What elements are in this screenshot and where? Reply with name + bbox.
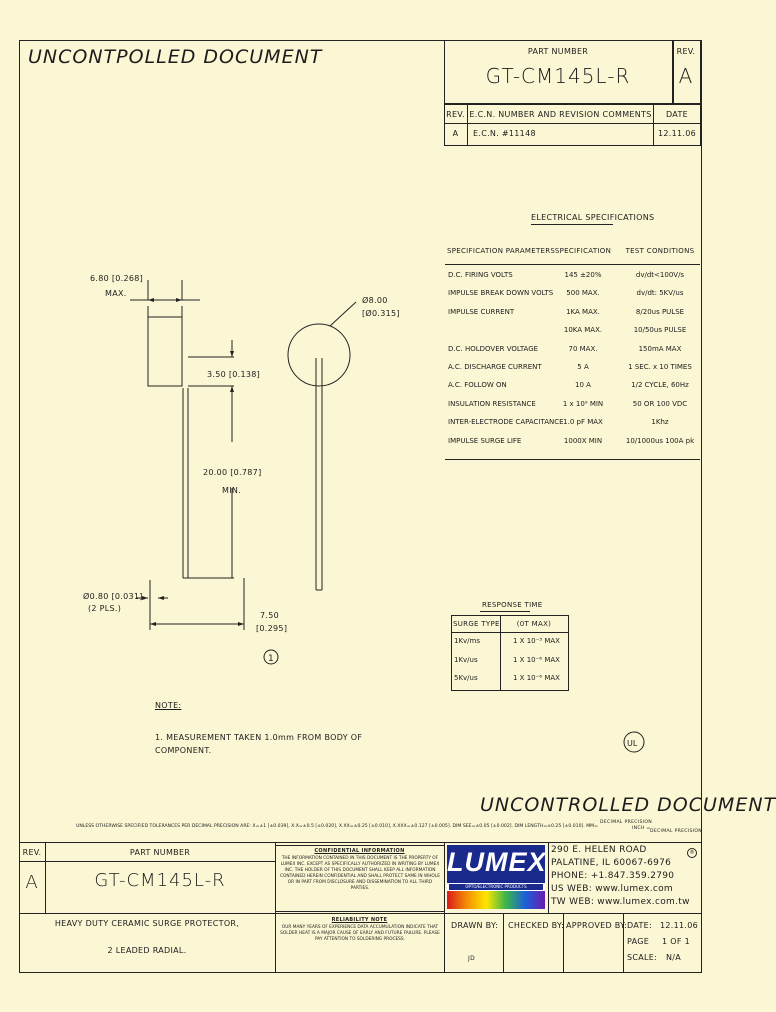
address-line-2: PALATINE, IL 60067-6976	[551, 858, 672, 868]
dim-body-thickness: 3.50 [0.138]	[207, 370, 261, 379]
spec-condition: 1Khz	[651, 418, 669, 427]
spec-header-spec: SPECIFICATION	[554, 247, 612, 255]
spec-value: 70 MAX.	[568, 344, 598, 353]
response-header-type: SURGE TYPE	[453, 620, 500, 628]
confidential-bottom	[275, 911, 444, 912]
spec-condition: 10/50us PULSE	[633, 326, 687, 335]
description-line-1: HEAVY DUTY CERAMIC SURGE PROTECTOR,	[54, 919, 240, 928]
date-value: 12.11.06	[660, 921, 699, 930]
dim-diameter: Ø8.00	[362, 296, 388, 305]
lumex-logo-spectrum	[447, 891, 545, 909]
rev-label: REV.	[676, 47, 696, 56]
confidential-text: THE INFORMATION CONTAINED IN THIS DOCUMENT IS THE PROPERTY OF LUMEX INC. EXCEPT AS SPECIFICALLY AUTHORIZED IN WRITING BY LUMEX INC. THE HOLDER OF THIS DOCUMENT SHALL KEEP ALL INFORMATION CONTAINED HEREIN CONFIDENTIAL AND SHALL PROTECT SAME IN WHOLE OR IN PART FROM DISCLOSURE AND DISSEMINATION TO ALL THIRD PARTIES.	[280, 856, 440, 891]
response-time-title: RESPONSE TIME	[482, 601, 543, 609]
signature-row-top	[275, 913, 701, 914]
spec-header-test: TEST CONDITIONS	[625, 247, 695, 255]
revision-col-rev: REV.	[446, 110, 465, 119]
spec-value: 10 A	[575, 381, 591, 390]
revision-row-date: 12.11.06	[657, 129, 697, 138]
spec-value: 1 x 10⁹ MIN	[562, 399, 604, 408]
electrical-spec-title: ELECTRICAL SPECIFICATIONS	[531, 213, 655, 222]
registered-icon: ®	[687, 848, 697, 858]
title-rev-label: REV.	[22, 848, 42, 857]
drawn-by-label: DRAWN BY:	[451, 921, 499, 930]
title-pn-divider	[45, 861, 275, 862]
spec-param: IMPULSE SURGE LIFE	[448, 436, 522, 445]
rev-value: A	[678, 64, 694, 88]
spec-condition: dv/dt: 5KV/us	[636, 289, 684, 298]
uncontrolled-document-heading: UNCONTPOLLED DOCUMENT	[28, 46, 323, 68]
spec-condition: 8/20us PULSE	[635, 307, 685, 316]
title-block-divider-3	[548, 842, 549, 914]
dim-pitch-inch: [0.295]	[256, 624, 288, 633]
drawn-by-value: JD	[468, 955, 475, 962]
tolerance-precision-2: DECIMAL PRECISION	[650, 829, 702, 834]
reliability-text: OUR MANY YEARS OF EXPERIENCE DATA ACCUMULATION INDICATE THAT SOLDER HEAT IS A MAJOR CAUSE OF EARLY AND FUTURE FAILURE. PLEASE PAY ATTENTION TO SOLDERING PROCESS.	[280, 925, 440, 942]
spec-value: 1.0 pF MAX	[563, 418, 603, 427]
response-surge-type: 1Kv/ms	[454, 637, 481, 645]
title-block-top	[19, 842, 701, 843]
dim-lead-diameter: Ø0.80 [0.031]	[83, 592, 143, 601]
spec-param: INTER-ELECTRODE CAPACITANCE	[448, 418, 564, 427]
spec-value: 1000X MIN	[563, 436, 603, 445]
dim-diameter-inch: [Ø0.315]	[362, 309, 400, 318]
part-number-label: PART NUMBER	[527, 47, 589, 56]
spec-value: 500 MAX.	[566, 289, 600, 298]
revision-col-date: DATE	[665, 110, 688, 119]
tolerance-inch: INCH =	[632, 826, 651, 831]
title-block-mid	[19, 913, 275, 914]
component-disc-front	[288, 324, 350, 386]
callout-number: 1	[268, 654, 274, 664]
title-rev-value: A	[25, 872, 39, 893]
reliability-title: RELIABILITY NOTE	[331, 917, 388, 923]
title-part-number: GT-CM145L-R	[94, 870, 226, 891]
uncontrolled-document-footer: UNCONTROLLED DOCUMENT	[480, 794, 776, 816]
dim-lead-diameter-note: (2 PLS.)	[88, 604, 122, 613]
spec-param: A.C. FOLLOW ON	[448, 381, 507, 390]
spec-value: 1KA MAX.	[566, 307, 600, 316]
confidential-top	[275, 845, 444, 846]
spec-value: 10KA MAX.	[563, 326, 603, 335]
page-value: 1 OF 1	[662, 937, 690, 946]
revision-col-ecn: E.C.N. NUMBER AND REVISION COMMENTS	[469, 110, 652, 119]
address-line-1: 290 E. HELEN ROAD	[551, 845, 647, 855]
response-time-value: 1 X 10⁻⁶ MAX	[513, 674, 560, 682]
spec-condition: dv/dt<100V/s	[635, 271, 685, 279]
note-line-1: 1. MEASUREMENT TAKEN 1.0mm FROM BODY OF	[155, 733, 363, 742]
lumex-logo	[447, 845, 545, 909]
tolerance-precision-1: DECIMAL PRECISION	[600, 820, 652, 825]
dim-lead-length: 20.00 [0.787]	[203, 468, 262, 477]
spec-param: A.C. DISCHARGE CURRENT	[448, 363, 542, 371]
revision-row-rev: A	[452, 129, 459, 138]
spec-param: INSULATION RESISTANCE	[448, 399, 536, 408]
dim-width: 6.80 [0.268]	[90, 274, 144, 283]
response-surge-type: 1Kv/us	[454, 655, 478, 664]
date-label: DATE:	[627, 921, 653, 930]
spec-condition: 150mA MAX	[638, 344, 682, 353]
scale-label: SCALE:	[627, 953, 658, 962]
description-line-2: 2 LEADED RADIAL.	[107, 946, 187, 955]
spec-param: D.C. FIRING VOLTS	[448, 271, 513, 279]
scale-value: N/A	[666, 953, 682, 962]
spec-condition: 50 OR 100 VDC	[632, 399, 688, 408]
dim-width-note: MAX.	[105, 289, 127, 298]
page-label: PAGE	[627, 937, 650, 946]
dim-pitch: 7.50	[260, 611, 280, 620]
lumex-logo-tagline: OPTO/ELECTRONIC PRODUCTS	[449, 884, 543, 890]
note-line-2: COMPONENT.	[155, 746, 212, 755]
checked-by-label: CHECKED BY:	[508, 921, 565, 930]
phone: PHONE: +1.847.359.2790	[551, 871, 675, 881]
revision-row-ecn: E.C.N. #11148	[473, 129, 536, 138]
part-number-value: GT-CM145L-R	[485, 64, 631, 88]
component-body-side	[148, 317, 182, 386]
dim-lead-length-note: MIN.	[222, 486, 241, 495]
us-website: US WEB: www.lumex.com	[551, 884, 673, 894]
response-surge-type: 5Kv/us	[454, 674, 478, 682]
approved-by-label: APPROVED BY:	[566, 921, 628, 930]
title-block-divider-2	[444, 842, 445, 972]
spec-value: 5 A	[577, 363, 589, 371]
title-rev-label-divider	[19, 861, 45, 862]
sig-divider-1	[503, 913, 504, 972]
spec-condition: 10/1000us 100A pk	[625, 436, 695, 445]
ul-mark: UL	[627, 739, 638, 748]
spec-condition: 1 SEC. x 10 TIMES	[628, 363, 692, 371]
spec-param: D.C. HOLDOVER VOLTAGE	[448, 344, 539, 353]
response-time-value: 1 X 10⁻⁶ MAX	[513, 655, 560, 664]
lumex-logo-text: LUMEX	[447, 847, 547, 877]
spec-param: IMPULSE CURRENT	[448, 307, 515, 316]
title-block-divider-1	[275, 842, 276, 972]
response-header-time: (0T MAX)	[516, 620, 552, 628]
tw-website: TW WEB: www.lumex.com.tw	[551, 897, 690, 907]
tolerance-text: UNLESS OTHERWISE SPECIFIED TOLERANCES PER DECIMAL PRECISION ARE: X=±1 [±0.039], X.X=±0.5 [±0.020], X.XX=±0.25 [±0.010], X.XXX=±0.127 [±0.005]. DIM SEE=±0.05 [±0.002]. DIM LENGTH=±0.25 [±0.010]. MM=	[76, 824, 598, 829]
spec-value: 145 ±20%	[564, 271, 602, 279]
response-time-value: 1 X 10⁻³ MAX	[513, 637, 560, 645]
spec-header-param: SPECIFICATION PARAMETERS	[447, 247, 556, 255]
confidential-title: CONFIDENTIAL INFORMATION	[314, 848, 405, 854]
notes-title: NOTE:	[155, 701, 182, 710]
spec-condition: 1/2 CYCLE, 60Hz	[631, 381, 689, 390]
title-part-number-label: PART NUMBER	[129, 848, 191, 857]
spec-param: IMPULSE BREAK DOWN VOLTS	[448, 289, 554, 298]
